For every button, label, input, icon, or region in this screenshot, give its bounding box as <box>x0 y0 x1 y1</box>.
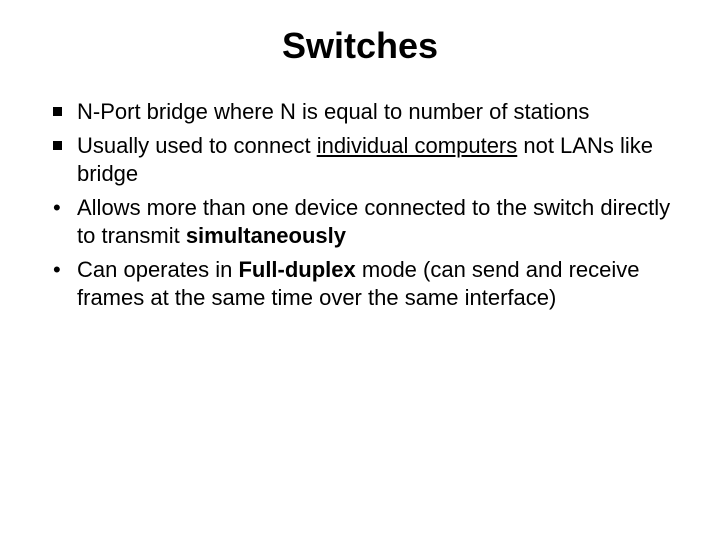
bold-text: Full-duplex <box>238 257 356 282</box>
bullet-item <box>45 132 685 188</box>
dot-bullet-icon: • <box>53 195 61 220</box>
bullet-text-part: Allows more than one device connected to the switch directly to transmit <box>77 195 671 248</box>
bullet-text-part: Usually used to connect <box>77 133 317 158</box>
underlined-text: individual computers <box>316 133 518 158</box>
bullet-text-part: N-Port bridge where N is equal to number of stations <box>77 99 590 124</box>
bullet-item <box>45 98 685 126</box>
bullet-item <box>45 256 685 312</box>
slide-title: Switches <box>281 25 439 66</box>
bullet-text <box>77 99 589 124</box>
bullet-text-part: not LANs like bridge <box>77 133 653 186</box>
bullet-text <box>77 133 653 186</box>
bullet-text <box>77 257 640 310</box>
bullet-text-part: Can operates in <box>77 257 239 282</box>
bullet-item <box>45 194 685 250</box>
bullet-list <box>45 98 685 318</box>
square-bullet-icon <box>53 98 71 126</box>
square-bullet-icon <box>53 132 71 160</box>
dot-bullet-icon: • <box>53 257 61 282</box>
bold-text: simultaneously <box>185 223 346 248</box>
bullet-text-part: mode (can send and receive frames at the same time over the same interface) <box>77 257 640 310</box>
bullet-text <box>77 195 670 248</box>
